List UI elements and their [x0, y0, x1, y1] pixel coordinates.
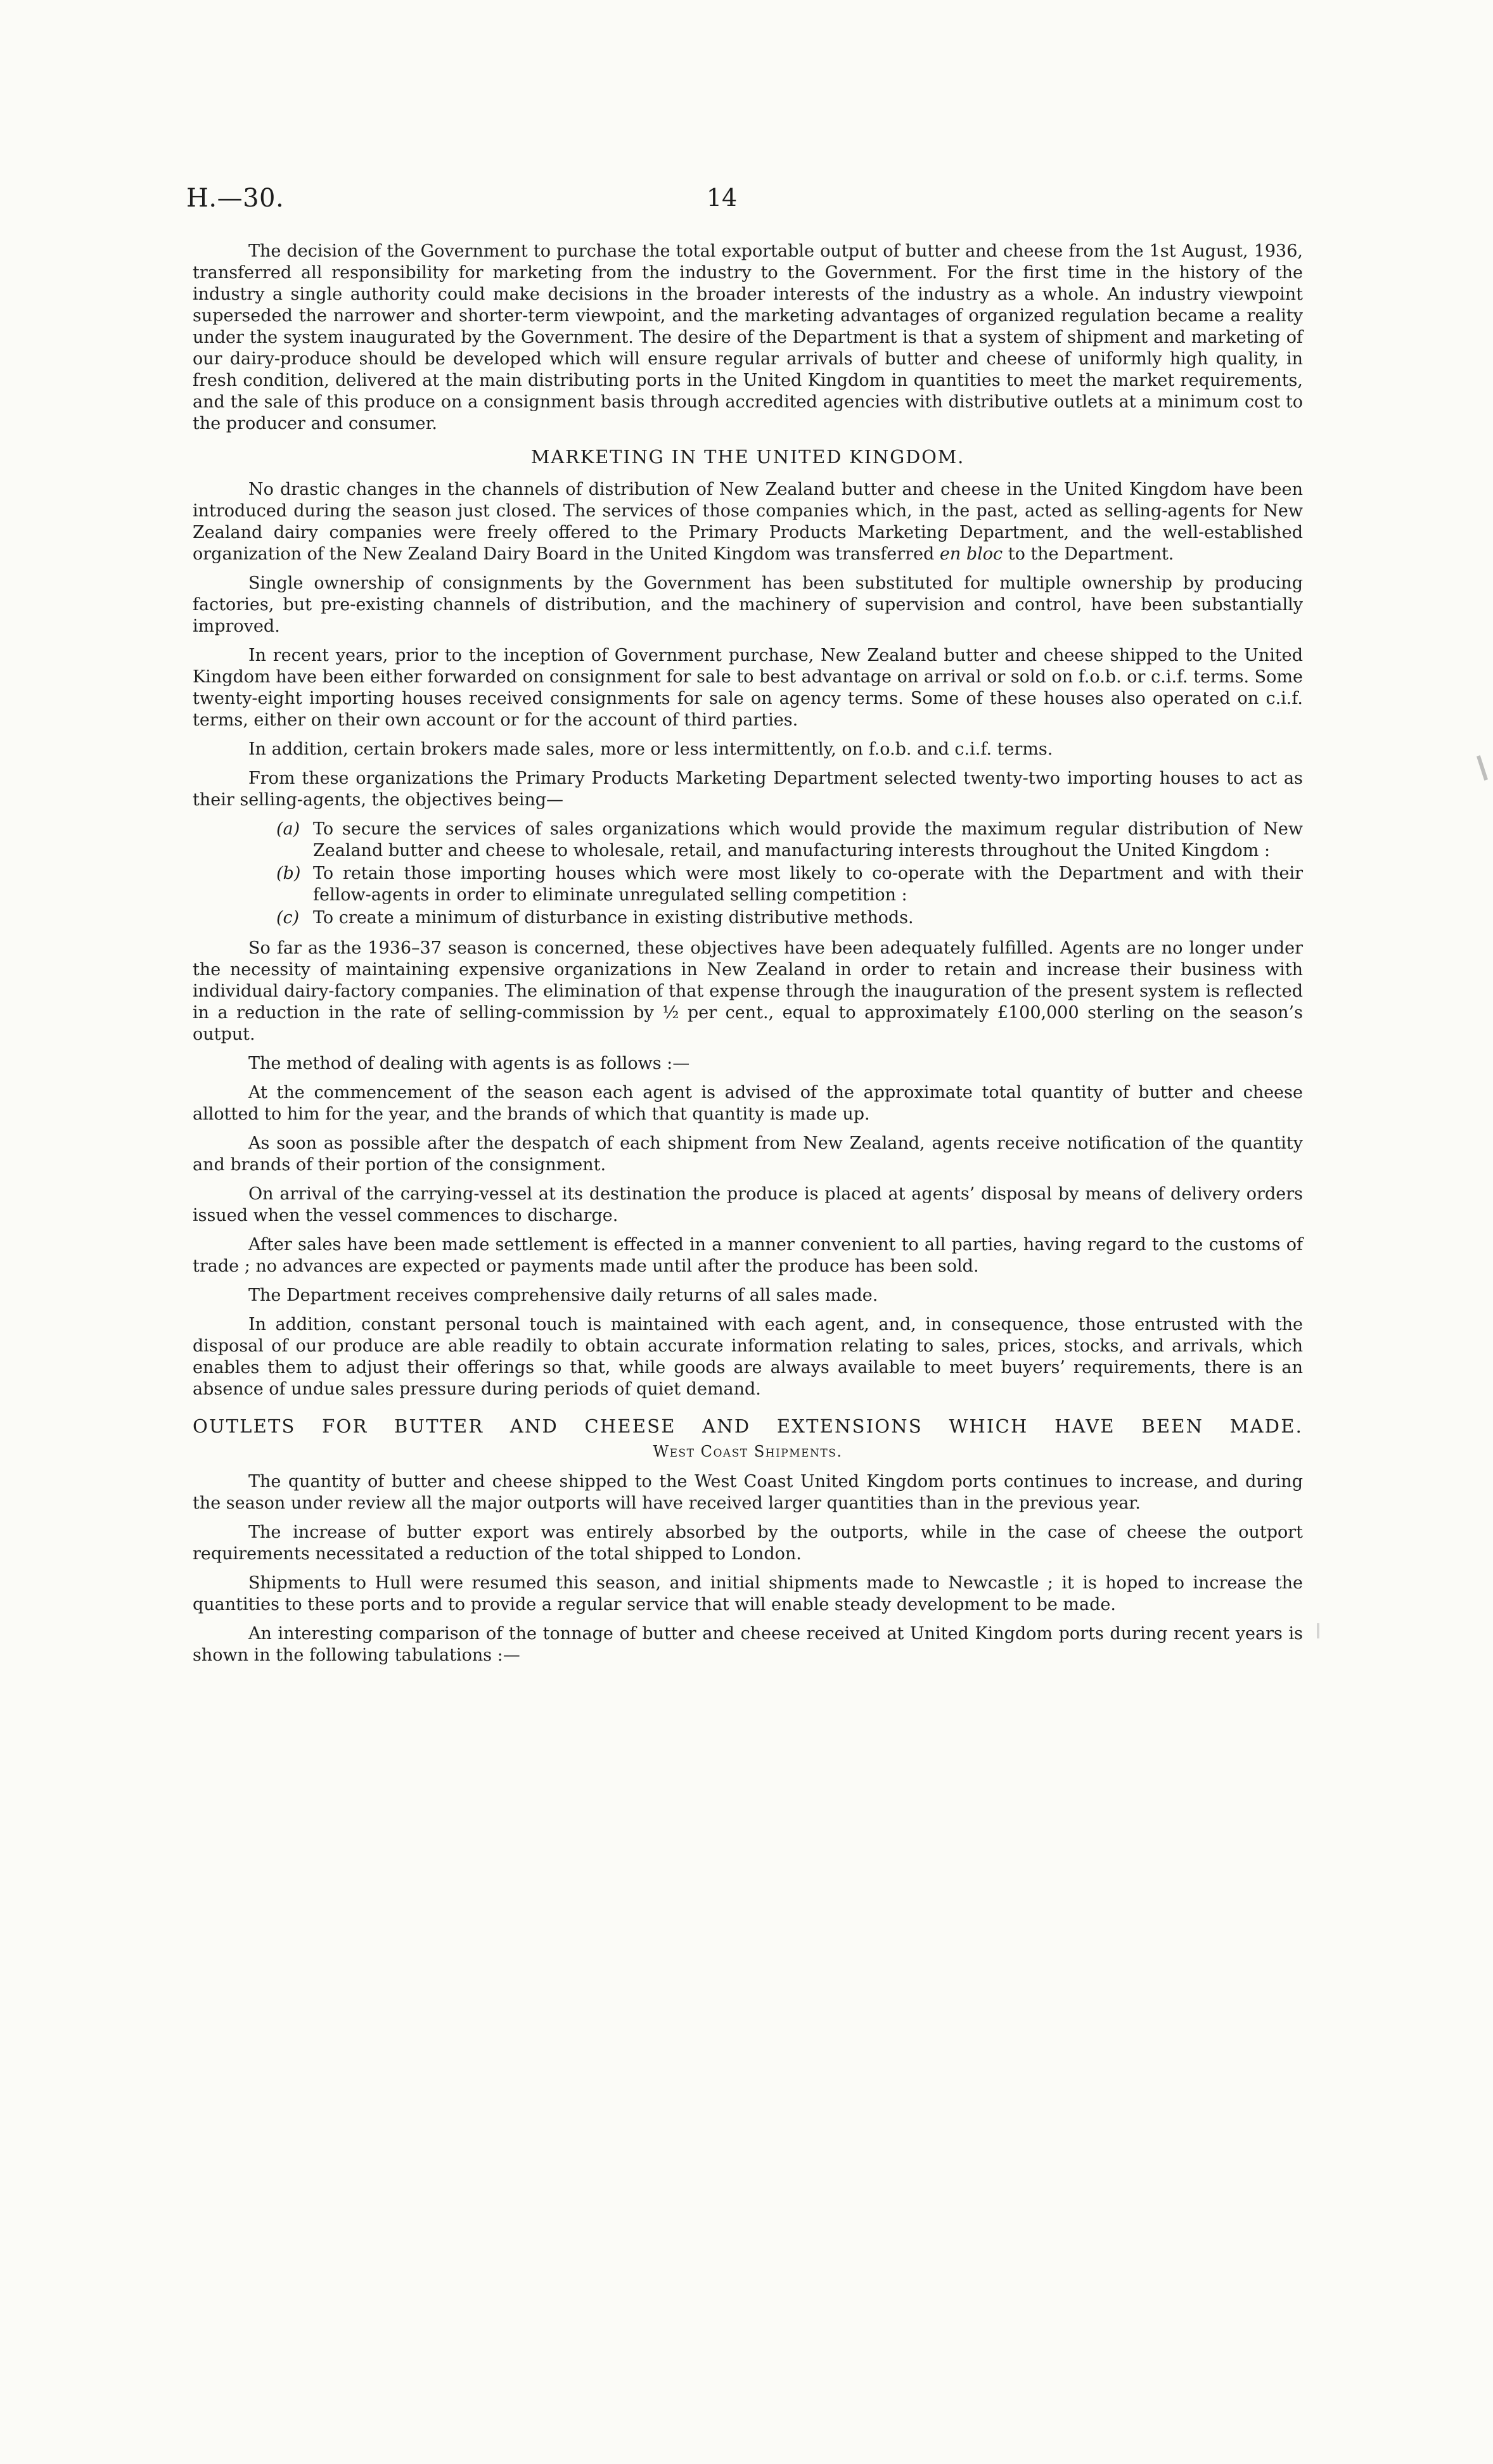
document-body	[193, 241, 1303, 1674]
objective-marker-a: (a)	[276, 819, 300, 839]
paragraph-agent-contact: In addition, constant personal touch is maintained with each agent, and, in consequence, those entrusted with the disposal of our produce are able readily to obtain accurate information relating to sales, prices, stocks, and arrivals, which enables them to adjust their offerings so that, while goods are always available to meet buyers’ requirements, there is an absence of undue sales pressure during periods of quiet demand.	[193, 1315, 1303, 1399]
objective-marker-b: (b)	[276, 864, 301, 883]
en-bloc-text: en bloc	[939, 544, 1003, 564]
paragraph-shipment-notification: As soon as possible after the despatch of each shipment from New Zealand, agents receive notification of the quantity and brands of their portion of the consignment.	[193, 1133, 1303, 1175]
paragraph-distribution-channels-after: to the Department.	[1003, 544, 1174, 564]
paragraph-distribution-channels	[193, 479, 1303, 565]
objectives-list	[193, 819, 1303, 929]
section-heading-outlets: OUTLETS FOR BUTTER AND CHEESE AND EXTENSIONS WHICH HAVE BEEN MADE.	[193, 1415, 1303, 1437]
paragraph-recent-years: In recent years, prior to the inception of Government purchase, New Zealand butter and cheese shipped to the United Kingdom have been either forwarded on consignment for sale to best advantage on arrival or sold on f.o.b. or c.i.f. terms. Some twenty-eight importing houses received consignments for sale on agency terms. Some of these houses also operated on c.i.f. terms, either on their own account or for the account of third parties.	[193, 646, 1303, 730]
section-heading-marketing: MARKETING IN THE UNITED KINGDOM.	[530, 446, 965, 468]
objective-text-c: To create a minimum of disturbance in existing distributive methods.	[313, 908, 914, 928]
objective-marker-c: (c)	[276, 908, 300, 928]
objective-item-a	[193, 819, 1303, 862]
page-number: 14	[706, 184, 738, 212]
paragraph-importing-houses: From these organizations the Primary Products Marketing Department selected twenty-two importing houses to act as their selling-agents, the objectives being—	[193, 769, 1303, 810]
subheading-west-coast-shipments: West Coast Shipments.	[653, 1443, 843, 1460]
paragraph-distribution-channels-before: No drastic changes in the channels of distribution of New Zealand butter and cheese in the United Kingdom have been introduced during the season just closed. The services of those companies which, in the past, acted as selling-agents for New Zealand dairy companies were freely offered to the Primary Products Marketing Department, and the well-established organization of the New Zealand Dairy Board in the United Kingdom was transferred	[193, 480, 1303, 564]
small-edge-mark	[1317, 1623, 1319, 1638]
paragraph-single-ownership: Single ownership of consignments by the Government has been substituted for multiple ownership by producing factories, but pre-existing channels of distribution, and the machinery of supervision and control, have been substantially improved.	[193, 573, 1303, 636]
document-reference: H.—30.	[186, 184, 285, 213]
paragraph-west-coast-increase: The quantity of butter and cheese shipped to the West Coast United Kingdom ports continues to increase, and during the season under review all the major outports will have received larger quantities than in the previous year.	[193, 1472, 1303, 1513]
page-header	[186, 184, 1308, 222]
paragraph-outport-absorption: The increase of butter export was entirely absorbed by the outports, while in the case of cheese the outport requirements necessitated a reduction of the total shipped to London.	[193, 1522, 1303, 1564]
paragraph-government-purchase: The decision of the Government to purchase the total exportable output of butter and cheese from the 1st August, 1936, transferred all responsibility for marketing from the industry to the Government. For the first time in the history of the industry a single authority could make decisions in the broader interests of the industry as a whole. An industry viewpoint superseded the narrower and shorter-term viewpoint, and the marketing advantages of organized regulation became a reality under the system inaugurated by the Government. The desire of the Department is that a system of shipment and marketing of our dairy-produce should be developed which will ensure regular arrivals of butter and cheese of uniformly high quality, in fresh condition, delivered at the main distributing ports in the United Kingdom in quantities to meet the market requirements, and the sale of this produce on a consignment basis through accredited agencies with distributive outlets at a minimum cost to the producer and consumer.	[193, 241, 1303, 433]
paragraph-tabulation-intro: An interesting comparison of the tonnage of butter and cheese received at United Kingdom ports during recent years is shown in the following tabulations :—	[193, 1624, 1303, 1665]
margin-pencil-mark	[1477, 755, 1488, 781]
paragraph-season-allotment: At the commencement of the season each agent is advised of the approximate total quantity of butter and cheese allotted to him for the year, and the brands of which that quantity is made up.	[193, 1083, 1303, 1124]
paragraph-season-results: So far as the 1936–37 season is concerned, these objectives have been adequately fulfilled. Agents are no longer under the necessity of maintaining expensive organizations in New Zealand in order to retain and increase their business with individual dairy-factory companies. The elimination of that expense through the inauguration of the present system is reflected in a reduction in the rate of selling-commission by ½ per cent., equal to approximately £100,000 sterling on the season’s output.	[193, 938, 1303, 1044]
objective-item-b	[193, 863, 1303, 906]
objective-text-b: To retain those importing houses which were most likely to co-operate with the Department and with their fellow-agents in order to eliminate unregulated selling competition :	[313, 864, 1303, 905]
paragraph-settlement: After sales have been made settlement is effected in a manner convenient to all parties, having regard to the customs of trade ; no advances are expected or payments made until after the produce has been sold.	[193, 1235, 1303, 1276]
paragraph-brokers: In addition, certain brokers made sales, more or less intermittently, on f.o.b. and c.i.f. terms.	[248, 739, 1053, 759]
objective-text-a: To secure the services of sales organizations which would provide the maximum regular distribution of New Zealand butter and cheese to wholesale, retail, and manufacturing interests throughout the United Kingdom :	[313, 819, 1303, 860]
objective-item-c	[193, 907, 1303, 929]
paragraph-method-intro: The method of dealing with agents is as follows :—	[248, 1054, 690, 1073]
paragraph-daily-returns: The Department receives comprehensive daily returns of all sales made.	[248, 1286, 878, 1305]
paragraph-delivery-orders: On arrival of the carrying-vessel at its destination the produce is placed at agents’ disposal by means of delivery orders issued when the vessel commences to discharge.	[193, 1184, 1303, 1225]
paragraph-hull-newcastle: Shipments to Hull were resumed this season, and initial shipments made to Newcastle ; it is hoped to increase the quantities to these ports and to provide a regular service that will enable steady development to be made.	[193, 1573, 1303, 1614]
